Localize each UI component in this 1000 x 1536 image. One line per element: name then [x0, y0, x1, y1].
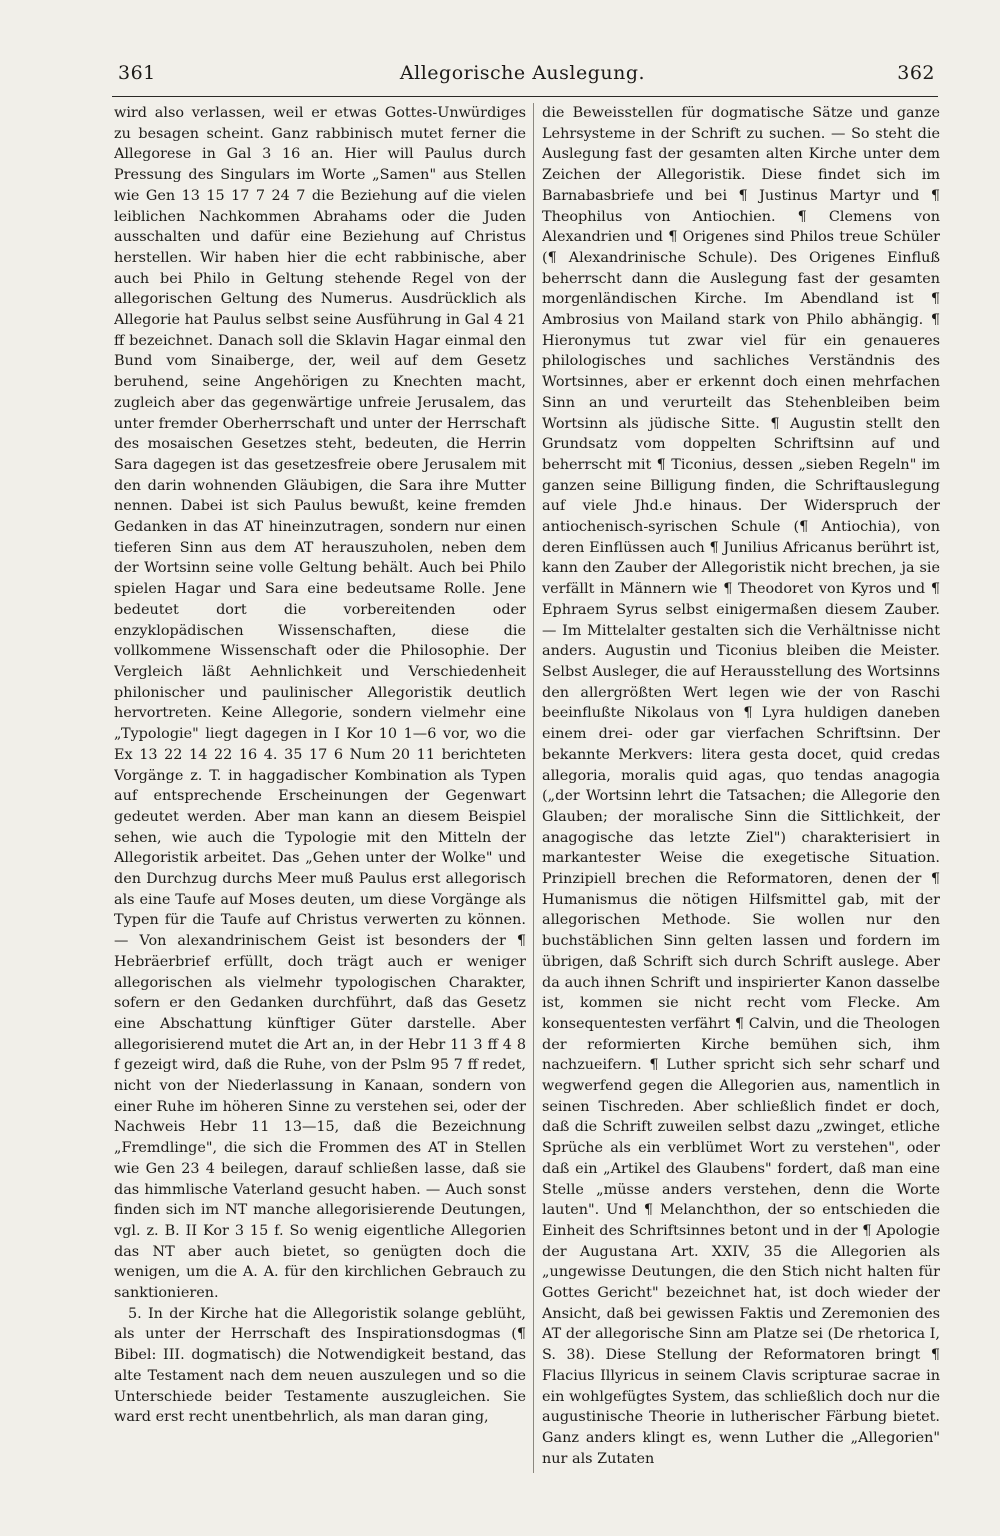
- left-paragraph-2: 5. In der Kirche hat die Allegoristik solange geblüht, als unter der Herrschaft des Inspirationsdogmas (¶ Bibel: III. dogmatisch) die Notwendigkeit bestand, das alte Testament nach dem neuen auszulegen und so die Unterschiede beider Testamente auszugleichen. Sie ward erst recht unentbehrlich, als man daran ging,: [114, 1305, 526, 1426]
- header-rule: [112, 96, 938, 97]
- page-number-left: 361: [118, 62, 156, 84]
- right-column: [542, 103, 940, 1473]
- running-title: Allegorische Auslegung.: [399, 62, 646, 84]
- column-divider: [533, 103, 534, 1473]
- left-column: [114, 103, 526, 1473]
- page-number-right: 362: [897, 62, 935, 84]
- left-paragraph-1: wird also verlassen, weil er etwas Gottes-Unwürdiges zu besagen scheint. Ganz rabbinisch mutet ferner die Allegorese in Gal 3 16 an. Hier will Paulus durch Pressung des Singulars im Worte „Samen" aus Stellen wie Gen 13 15 17 7 24 7 die Beziehung auf die vielen leiblichen Nachkommen Abrahams oder die Juden ausschalten und dafür eine Beziehung auf Christus herstellen. Wir haben hier die echt rabbinische, aber auch bei Philo in Geltung stehende Regel von der allegorischen Geltung des Numerus. Ausdrücklich als Allegorie hat Paulus selbst seine Ausführung in Gal 4 21 ff bezeichnet. Danach soll die Sklavin Hagar einmal den Bund vom Sinaiberge, der, weil auf dem Gesetz beruhend, seine Angehörigen zu Knechten macht, zugleich aber das gegenwärtige unfreie Jerusalem, das unter fremder Oberherrschaft und unter der Herrschaft des mosaischen Gesetzes steht, bedeuten, die Herrin Sara dagegen ist das gesetzesfreie obere Jerusalem mit den darin wohnenden Gläubigen, die Sara ihre Mutter nennen. Dabei ist sich Paulus bewußt, keine fremden Gedanken in das AT hineinzutragen, sondern nur einen tieferen Sinn aus dem AT herauszuholen, neben dem der Wortsinn seine volle Geltung behält. Auch bei Philo spielen Hagar und Sara eine bedeutsame Rolle. Jene bedeutet dort die vorbereitenden oder enzyklopädischen Wissenschaften, diese die vollkommene Wissenschaft oder die Philosophie. Der Vergleich läßt Aehnlichkeit und Verschiedenheit philonischer und paulinischer Allegoristik deutlich hervortreten. Keine Allegorie, sondern vielmehr eine „Typologie" liegt dagegen in I Kor 10 1—6 vor, wo die Ex 13 22 14 22 16 4. 35 17 6 Num 20 11 berichteten Vorgänge z. T. in haggadischer Kombination als Typen auf entsprechende Erscheinungen der Gegenwart gedeutet werden. Aber man kann an diesem Beispiel sehen, wie auch die Typologie mit den Mitteln der Allegoristik arbeitet. Das „Gehen unter der Wolke" und den Durchzug durchs Meer muß Paulus erst allegorisch als eine Taufe auf Moses deuten, um diese Vorgänge als Typen für die Taufe auf Christus verwerten zu können. — Von alexandrinischem Geist ist besonders der ¶ Hebräerbrief erfüllt, doch trägt auch er weniger allegorischen als vielmehr typologischen Charakter, sofern er den Gedanken durchführt, daß das Gesetz eine Abschattung künftiger Güter darstelle. Aber allegorisierend mutet die Art an, in der Hebr 11 3 ff 4 8 f gezeigt wird, daß die Ruhe, von der Pslm 95 7 ff redet, nicht von der Niederlassung in Kanaan, sondern von einer Ruhe im höheren Sinne zu verstehen sei, oder der Nachweis Hebr 11 13—15, daß die Bezeichnung „Fremdlinge", die sich die Frommen des AT in Stellen wie Gen 23 4 beilegen, darauf schließen lasse, daß sie das himmlische Vaterland gesucht haben. — Auch sonst finden sich im NT manche allegorisierende Deutungen, vgl. z. B. II Kor 3 15 f. So wenig eigentliche Allegorien das NT aber auch bietet, so genügten doch die wenigen, um die A. A. für den kirchlichen Gebrauch zu sanktionieren.: [114, 105, 526, 1302]
- right-paragraph-1: die Beweisstellen für dogmatische Sätze und ganze Lehrsysteme in der Schrift zu suchen. — So steht die Auslegung fast der gesamten alten Kirche unter dem Zeichen der Allegoristik. Diese findet sich im Barnabasbriefe und bei ¶ Justinus Martyr und ¶ Theophilus von Antiochien. ¶ Clemens von Alexandrien und ¶ Origenes sind Philos treue Schüler (¶ Alexandrinische Schule). Des Origenes Einfluß beherrscht dann die Auslegung fast der gesamten morgenländischen Kirche. Im Abendland ist ¶ Ambrosius von Mailand stark von Philo abhängig. ¶ Hieronymus tut zwar viel für ein genaueres philologisches und sachliches Verständnis des Wortsinnes, aber er erkennt doch einen mehrfachen Sinn an und verurteilt das Stehenbleiben beim Wortsinn als jüdische Sitte. ¶ Augustin stellt den Grundsatz vom doppelten Schriftsinn auf und beherrscht mit ¶ Ticonius, dessen „sieben Regeln" im ganzen seine Billigung finden, die Schriftauslegung auf viele Jhd.e hinaus. Der Widerspruch der antiochenisch-syrischen Schule (¶ Antiochia), von deren Einflüssen auch ¶ Junilius Africanus berührt ist, kann den Zauber der Allegoristik nicht brechen, ja sie verfällt in Männern wie ¶ Theodoret von Kyros und ¶ Ephraem Syrus selbst einigermaßen diesem Zauber. — Im Mittelalter gestalten sich die Verhältnisse nicht anders. Augustin und Ticonius bleiben die Meister. Selbst Ausleger, die auf Herausstellung des Wortsinns den allergrößten Wert legen wie der von Raschi beeinflußte Nikolaus von ¶ Lyra huldigen daneben einem drei- oder gar vierfachen Schriftsinn. Der bekannte Merkvers: litera gesta docet, quid credas allegoria, moralis quid agas, quo tendas anagogia („der Wortsinn lehrt die Tatsachen; die Allegorie den Glauben; der moralische Sinn die Sittlichkeit, der anagogische das letzte Ziel") charakterisiert in markantester Weise die exegetische Situation. Prinzipiell brechen die Reformatoren, denen der ¶ Humanismus die nötigen Hilfsmittel gab, mit der allegorischen Methode. Sie wollen nur den buchstäblichen Sinn gelten lassen und fordern im übrigen, daß Schrift sich durch Schrift auslege. Aber da auch ihnen Schrift und inspirierter Kanon dasselbe ist, kommen sie nicht recht vom Flecke. Am konsequentesten verfährt ¶ Calvin, und die Theologen der reformierten Kirche bemühen sich, ihm nachzueifern. ¶ Luther spricht sich sehr scharf und wegwerfend gegen die Allegorien aus, namentlich in seinen Tischreden. Aber schließlich findet er doch, daß die Schrift zuweilen selbst dazu „zwinget, etliche Sprüche als ein verblümet Wort zu verstehen", oder daß ein „Artikel des Glaubens" fordert, daß man eine Stelle „müsse anders verstehen, denn die Worte lauten". Und ¶ Melanchthon, der so entschieden die Einheit des Schriftsinnes betont und in der ¶ Apologie der Augustana Art. XXIV, 35 die Allegorien als „ungewisse Deutungen, die den Stich nicht halten für Gottes Gericht" bezeichnet hat, ist doch wieder der Ansicht, daß bei gewissen Faktis und Zeremonien des AT der allegorische Sinn am Platze sei (De rhetorica I, S. 38). Diese Stellung der Reformatoren bringt ¶ Flacius Illyricus in seinem Clavis scripturae sacrae in ein wohlgefügtes System, das schließlich doch nur die augustinische Theorie in lutherischer Färbung bietet. Ganz anders klingt es, wenn Luther die „Allegorien" nur als Zutaten: [542, 105, 940, 1467]
- running-header: [110, 62, 935, 92]
